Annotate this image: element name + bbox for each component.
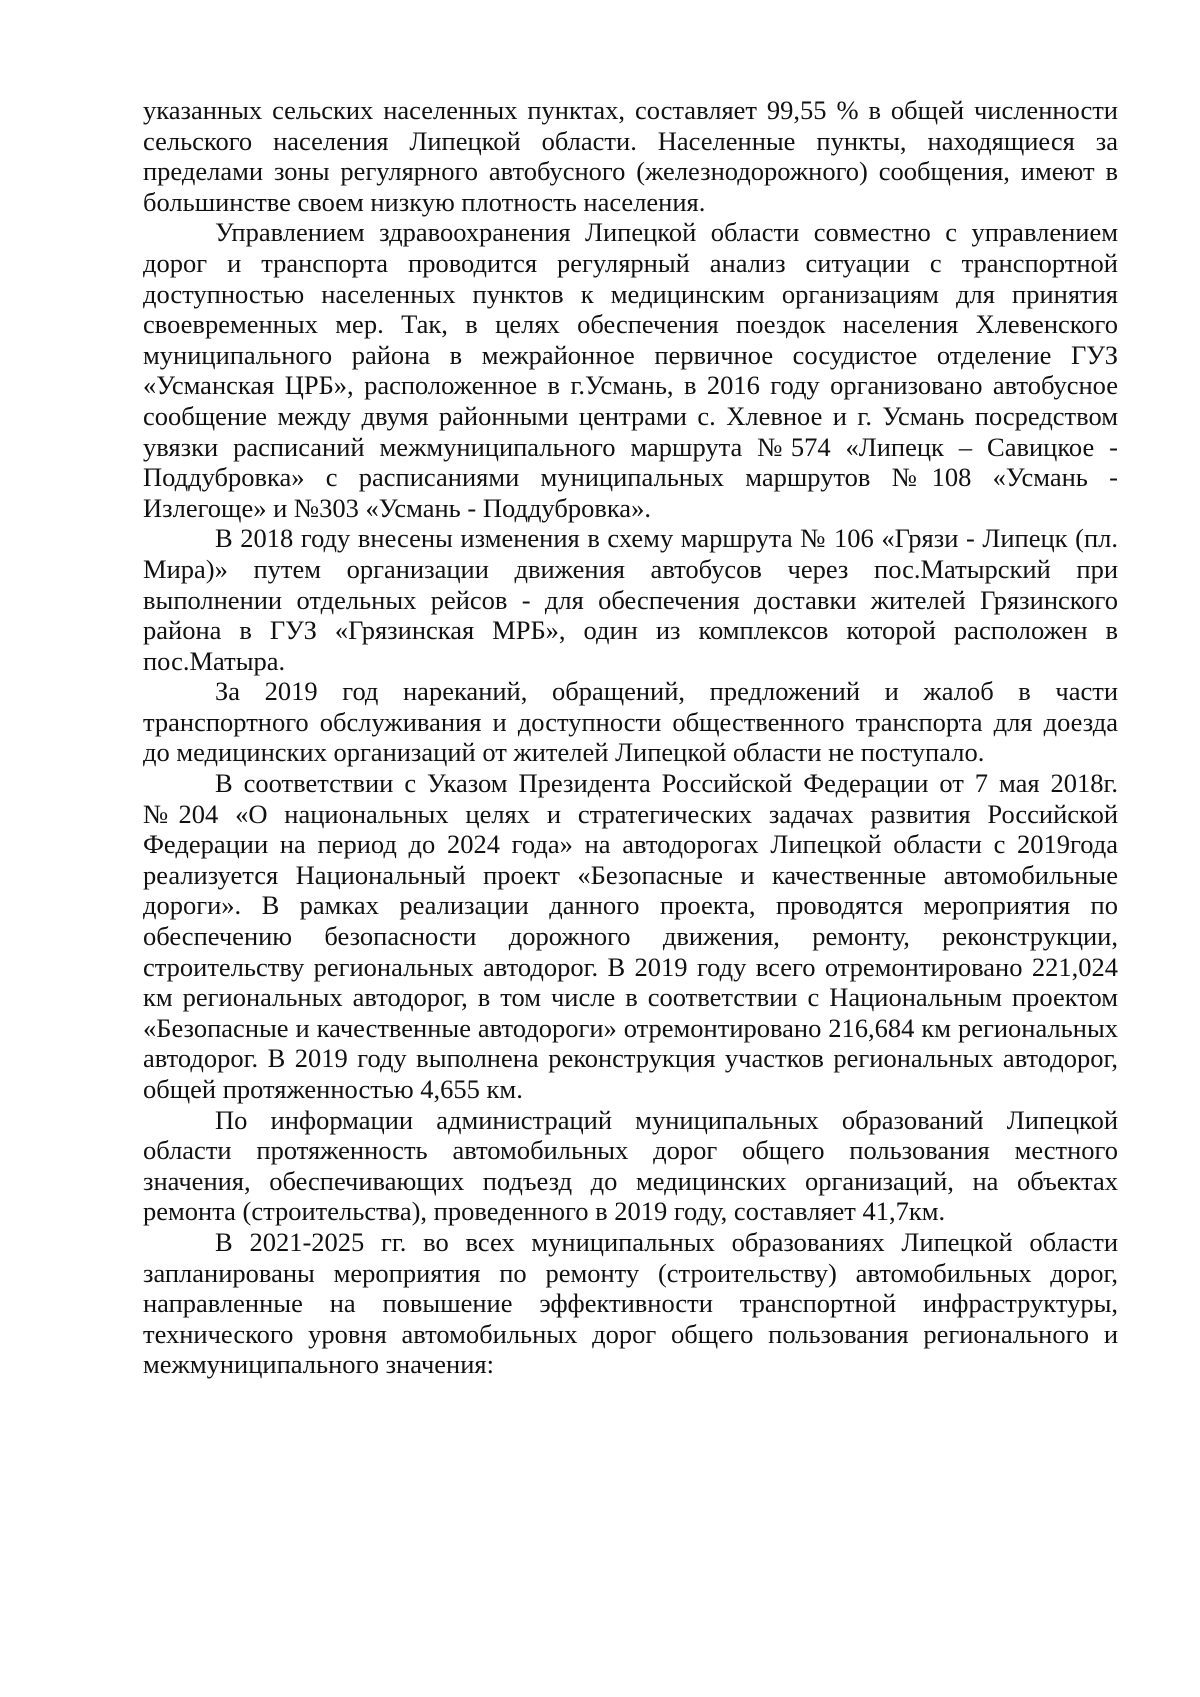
paragraph-national-project: В соответствии с Указом Президента Российской Федерации от 7 мая 2018г. №204 «О национальных целях и стратегических задачах развития Российской Федерации на период до 2024 года» на автодорогах Липецкой области с 2019года реализуется Национальный проект «Безопасные и качественные автомобильные дороги». В рамках реализации данного проекта, проводятся мероприятия по обеспечению безопасности дорожного движения, ремонту, реконструкции, строительству региональных автодорог. В 2019 году всего отремонтировано 221,024 км региональных автодорог, в том числе в соответствии с Национальным проектом «Безопасные и качественные автодороги» отремонтировано 216,684 км региональных автодорог. В 2019 году выполнена реконструкция участков региональных автодорог, общей протяженностью 4,655 км. (143, 768, 1118, 1104)
paragraph-transport-analysis: Управлением здравоохранения Липецкой области совместно с управлением дорог и транспорта проводится регулярный анализ ситуации с транспортной доступностью населенных пунктов к медицинским организациям для принятия своевременных мер. Так, в целях обеспечения поездок населения Хлевенского муниципального района в межрайонное первичное сосудистое отделение ГУЗ «Усманская ЦРБ», расположенное в г.Усмань, в 2016 году организовано автобусное сообщение между двумя районными центрами с. Хлевное и г. Усмань посредством увязки расписаний межмуниципального маршрута №574 «Липецк – Савицкое - Поддубровка» с расписаниями муниципальных маршрутов №108 «Усмань - Излегоще» и №303 «Усмань - Поддубровка». (143, 217, 1118, 523)
paragraph-population-continuation: указанных сельских населенных пунктах, составляет 99,55 % в общей численности сельского населения Липецкой области. Населенные пункты, находящиеся за пределами зоны регулярного автобусного (железнодорожного) сообщения, имеют в большинстве своем низкую плотность населения. (143, 95, 1118, 217)
paragraph-local-roads: По информации администраций муниципальных образований Липецкой области протяженность автомобильных дорог общего пользования местного значения, обеспечивающих подъезд до медицинских организаций, на объектах ремонта (строительства), проведенного в 2019 году, составляет 41,7км. (143, 1104, 1118, 1227)
paragraph-complaints-2019: За 2019 год нареканий, обращений, предложений и жалоб в части транспортного обслуживания и доступности общественного транспорта для доезда до медицинских организаций от жителей Липецкой области не поступало. (143, 676, 1118, 768)
paragraph-plans-2021-2025: В 2021-2025 гг. во всех муниципальных образованиях Липецкой области запланированы мероприятия по ремонту (строительству) автомобильных дорог, направленные на повышение эффективности транспортной инфраструктуры, технического уровня автомобильных дорог общего пользования регионального и межмуниципального значения: (143, 1226, 1118, 1380)
paragraph-route-106-changes: В 2018 году внесены изменения в схему маршрута № 106 «Грязи - Липецк (пл. Мира)» путем организации движения автобусов через пос.Матырский при выполнении отдельных рейсов - для обеспечения доставки жителей Грязинского района в ГУЗ «Грязинская МРБ», один из комплексов которой расположен в пос.Матыра. (143, 523, 1118, 676)
document-body (143, 95, 1118, 1380)
